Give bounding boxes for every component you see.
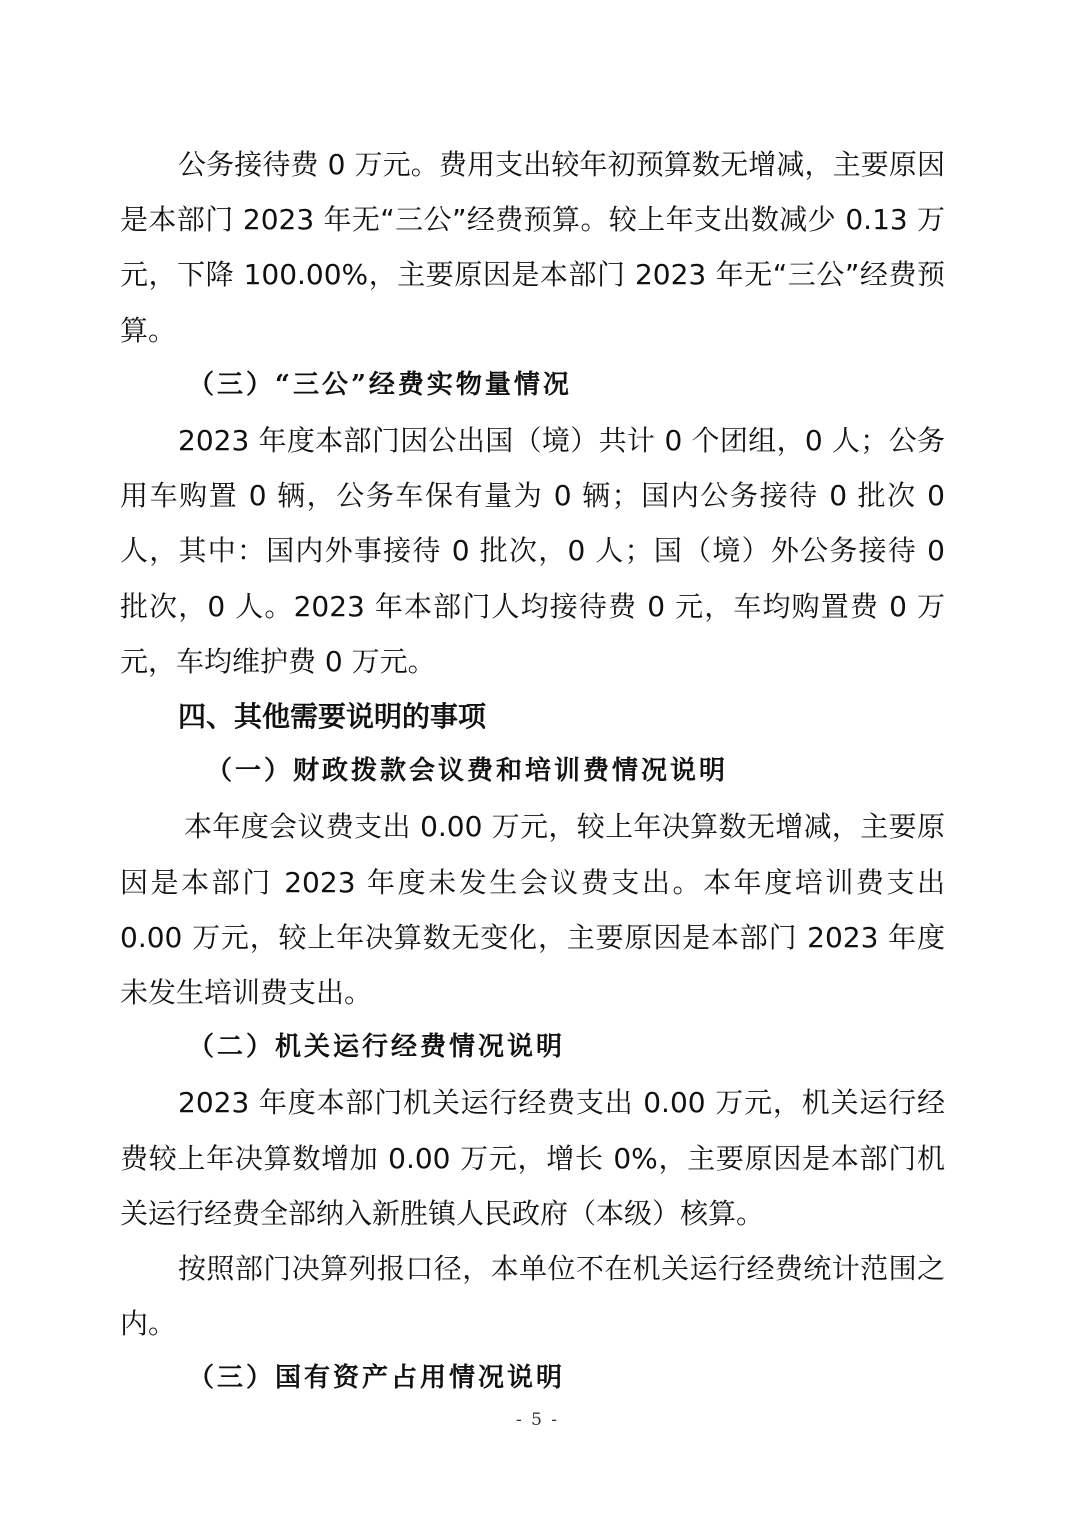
page-number: - 5 - xyxy=(515,1410,560,1430)
document-body xyxy=(120,137,945,1407)
paragraph-physical-quantity: 2023 年度本部门因公出国（境）共计 0 个团组，0 人；公务用车购置 0 辆，公务车保有量为 0 辆；国内公务接待 0 批次 0 人，其中：国内外事接待 0 批次，0 人；国（境）外公务接待 0 批次，0 人。2023 年本部门人均接待费 0 元，车均购置费 0 万元，车均维护费 0 万元。 xyxy=(120,424,945,678)
paragraph-operating-expenses: 2023 年度本部门机关运行经费支出 0.00 万元，机关运行经费较上年决算数增加 0.00 万元，增长 0%，主要原因是本部门机关运行经费全部纳入新胜镇人民政府（本级）核算。 xyxy=(120,1086,945,1230)
heading-state-assets: （三）国有资产占用情况说明 xyxy=(188,1363,566,1394)
paragraph-reception-fee: 公务接待费 0 万元。费用支出较年初预算数无增减，主要原因是本部门 2023 年无“三公”经费预算。较上年支出数减少 0.13 万元，下降 100.00%，主要原因是本部门 2023 年无“三公”经费预算。 xyxy=(120,148,945,347)
paragraph-reporting-scope: 按照部门决算列报口径，本单位不在机关运行经费统计范围之内。 xyxy=(120,1252,945,1341)
heading-operating-expenses: （二）机关运行经费情况说明 xyxy=(188,1032,566,1063)
heading-meeting-training-fees: （一）财政拨款会议费和培训费情况说明 xyxy=(206,756,729,787)
heading-three-public-physical: （三）“三公”经费实物量情况 xyxy=(188,369,572,400)
heading-other-matters: 四、其他需要说明的事项 xyxy=(178,700,487,734)
paragraph-meeting-training: 本年度会议费支出 0.00 万元，较上年决算数无增减，主要原因是本部门 2023 年度未发生会议费支出。本年度培训费支出 0.00 万元，较上年决算数无变化，主要原因是本部门 2023 年度未发生培训费支出。 xyxy=(120,810,945,1010)
